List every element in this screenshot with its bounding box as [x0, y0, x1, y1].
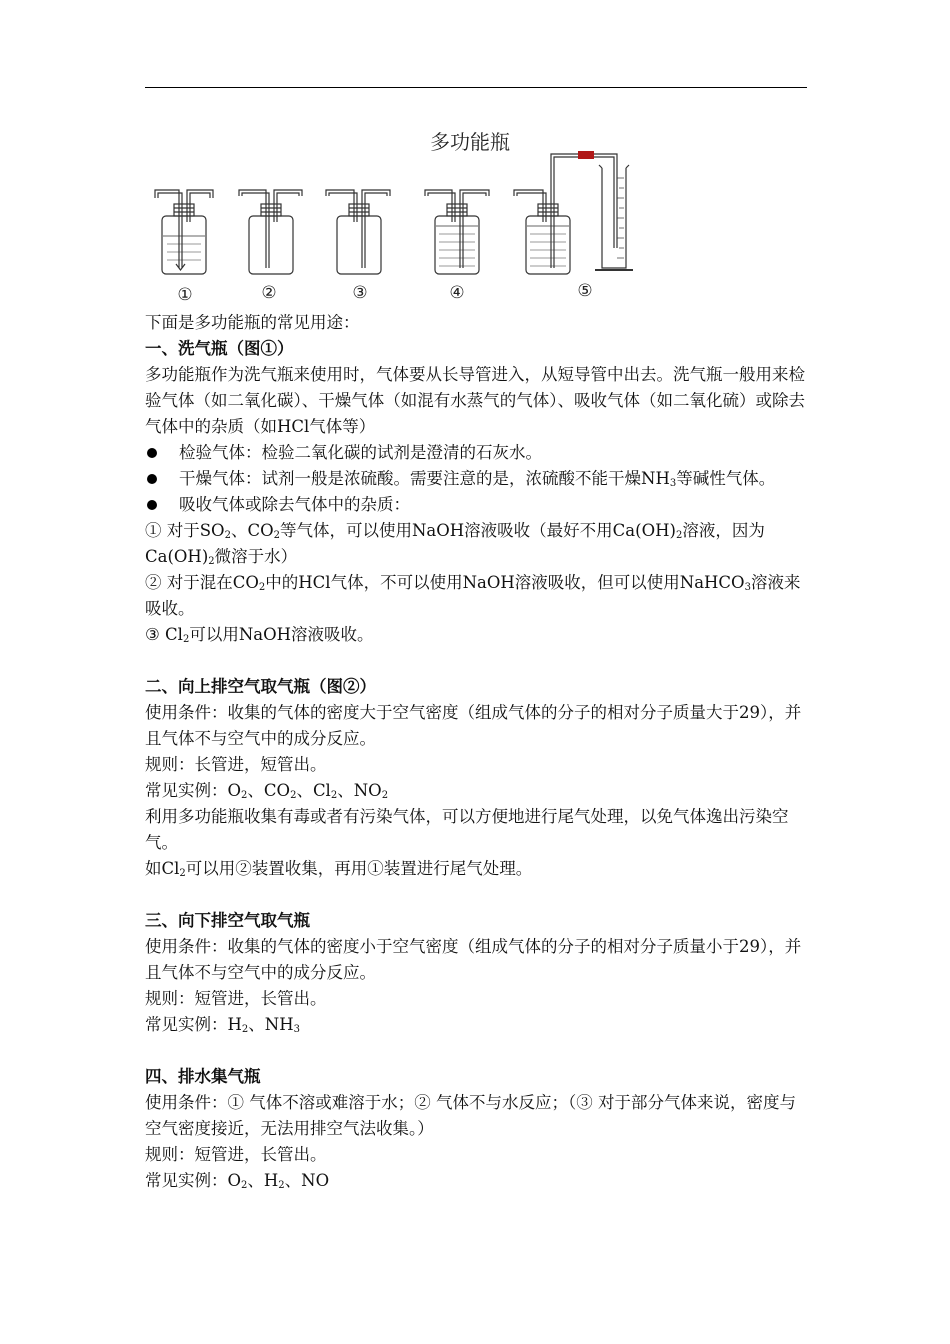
- spacer: [145, 648, 807, 674]
- item-3: ③ $Cl_2$可以用NaOH溶液吸收。: [145, 625, 374, 645]
- item-2: ② 对于混在$CO_2$中的HCl气体，不可以使用NaOH溶液吸收，但可以使用NaHCO$_3$溶液来吸收。: [145, 573, 801, 618]
- bottle-2: [239, 190, 302, 274]
- section-1-heading: 一、洗气瓶（图①）: [145, 339, 294, 358]
- bullet-dot: [147, 474, 157, 484]
- spacer: [145, 1038, 807, 1064]
- fig-label-3: ③: [352, 283, 368, 303]
- section-4-rule: 规则：短管进，长管出。: [145, 1145, 327, 1164]
- fig-label-1: ①: [177, 285, 193, 305]
- section-3-examples: 常见实例：$H_2$、$NH_3$: [145, 1015, 300, 1035]
- item-1: ① 对于$SO_2$、$CO_2$等气体，可以使用NaOH溶液吸收（最好不用$Ca(OH)_2$溶液，因为$Ca(OH)_2$微溶于水）: [145, 521, 765, 567]
- bottle-4: [425, 190, 489, 274]
- section-2-rule: 规则：长管进，短管出。: [145, 755, 327, 774]
- section-3-rule: 规则：短管进，长管出。: [145, 989, 327, 1008]
- fig-label-4: ④: [449, 283, 465, 303]
- bullet-absorb-gas: 吸收气体或除去气体中的杂质：: [145, 492, 807, 518]
- fig-label-5: ⑤: [577, 281, 593, 301]
- multifunction-bottle-figure: [145, 118, 807, 310]
- rubber-tube-connector: [578, 151, 594, 159]
- bottle-3: [326, 190, 390, 274]
- bottle-1: [155, 190, 213, 274]
- header-rule: [145, 87, 807, 88]
- intro-text: 下面是多功能瓶的常见用途：: [145, 313, 360, 332]
- section-4-examples: 常见实例：$O_2$、$H_2$、NO: [145, 1171, 330, 1191]
- section-2-paragraph: 利用多功能瓶收集有毒或者有污染气体，可以方便地进行尾气处理，以免气体逸出污染空气。: [145, 807, 789, 852]
- document-body: [145, 310, 807, 1194]
- section-1-paragraph: 多功能瓶作为洗气瓶来使用时，气体要从长导管进入，从短导管中出去。洗气瓶一般用来检验气体（如二氧化碳）、干燥气体（如混有水蒸气的气体）、吸收气体（如二氧化硫）或除去气体中的杂质（如HCl气体等）: [145, 365, 805, 436]
- section-3-condition: 使用条件：收集的气体的密度小于空气密度（组成气体的分子的相对分子质量小于29），并且气体不与空气中的成分反应。: [145, 937, 802, 982]
- bullet-dry-gas: 干燥气体：试剂一般是浓硫酸。需要注意的是，浓硫酸不能干燥$NH_3$等碱性气体。: [145, 466, 807, 492]
- section-4-condition: 使用条件：① 气体不溶或难溶于水；② 气体不与水反应；（③ 对于部分气体来说，密度与空气密度接近，无法用排空气法收集。）: [145, 1093, 796, 1138]
- figure-title: 多功能瓶: [430, 130, 510, 154]
- bullet-dot: [147, 448, 157, 458]
- bullet-dot: [147, 500, 157, 510]
- bullet-test-gas: 检验气体：检验二氧化碳的试剂是澄清的石灰水。: [145, 440, 807, 466]
- section-2-example-cl2: 如$Cl_2$可以用②装置收集，再用①装置进行尾气处理。: [145, 859, 533, 879]
- section-2-heading: 二、向上排空气取气瓶（图②）: [145, 677, 376, 696]
- fig-label-2: ②: [261, 283, 277, 303]
- spacer: [145, 882, 807, 908]
- section-4-heading: 四、排水集气瓶: [145, 1067, 261, 1086]
- section-2-examples: 常见实例：$O_2$、$CO_2$、$Cl_2$、$NO_2$: [145, 781, 389, 801]
- section-2-condition: 使用条件：收集的气体的密度大于空气密度（组成气体的分子的相对分子质量大于29），并且气体不与空气中的成分反应。: [145, 703, 802, 748]
- section-3-heading: 三、向下排空气取气瓶: [145, 911, 310, 930]
